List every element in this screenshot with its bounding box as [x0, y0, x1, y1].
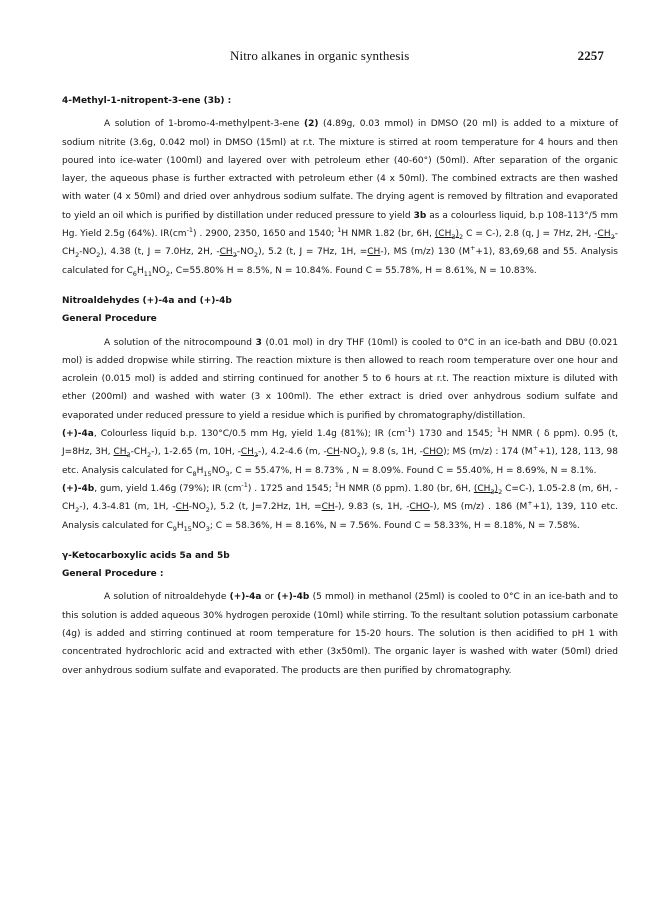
- text-run: -NO: [188, 502, 206, 513]
- text-run: (4.89g, 0.03 mmol) in DMSO (20 ml) is added to a mixture of sodium nitrite (3.6g, 0.042 mol) in DMSO (15ml) at r.t. The mixture is stirred at room temperature for 4 hours and then poured into ice-water (100ml) and layered over with petroleum ether (40-60°) (50ml). After separation of the organic layer, the aqueous phase is further extracted with petroleum ether (4 x 50ml). The combined extracts are then washed with water (4 x 50ml) and dried over anhydrous sodium sulfate. The drying agent is removed by filtration and evaporated to yield an oil which is purified by distillation under reduced pressure to yield: [62, 119, 618, 221]
- subscript: 2: [165, 269, 170, 278]
- text-run: ): [494, 483, 499, 494]
- text-run: A solution of 1-bromo-4-methylpent-3-ene: [104, 119, 304, 130]
- underlined-group: CH: [367, 247, 381, 258]
- compound-ref: (+)-4b: [277, 592, 310, 603]
- text-run: ; C = 58.36%, H = 8.16%, N = 7.56%. Found C = 58.33%, H = 8.18%, N = 7.58%.: [209, 520, 580, 531]
- subscript: 11: [143, 269, 152, 278]
- subheading-general-procedure: General Procedure: [62, 314, 157, 325]
- superscript: -1: [241, 480, 248, 489]
- text-run: A solution of nitroaldehyde: [104, 592, 230, 603]
- compound-ref: 3: [255, 337, 262, 348]
- subscript: 15: [183, 524, 192, 533]
- compound-ref: (+)-4a: [229, 592, 262, 603]
- text-run: ), 5.2 (t, J = 7Hz, 1H, =: [258, 247, 368, 258]
- text-run: ), 4.38 (t, J = 7.0Hz, 2H, -: [100, 247, 220, 258]
- text-run: +1), 128, 113, 98 etc. Analysis calculated for C: [62, 447, 618, 476]
- text-run: ) . 1725 and 1545;: [247, 483, 335, 494]
- subscript: 2: [96, 251, 101, 260]
- text-run: CH: [240, 447, 254, 458]
- text-run: ), 9.8 (s, 1H, -: [360, 447, 423, 458]
- text-run: A solution of the nitrocompound: [104, 337, 256, 348]
- subscript: 3: [126, 451, 131, 460]
- superscript: 1: [496, 426, 501, 435]
- text-run: C = C-), 2.8 (q, J = 7Hz, 2H, -: [463, 229, 598, 240]
- underlined-group: [219, 247, 237, 260]
- text-run: +1), 83,69,68 and 55. Analysis calculated for C: [62, 247, 618, 276]
- section-heading-ketocarboxylic: γ-Ketocarboxylic acids 5a and 5b: [62, 550, 230, 561]
- subheading-general-procedure: General Procedure :: [62, 569, 164, 580]
- text-run: +1), 139, 110 etc. Analysis calculated for C: [62, 502, 619, 531]
- text-run: H NMR ( δ ppm). 0.95 (t, J=8Hz, 3H,: [62, 429, 618, 458]
- text-run: (0.01 mol) in dry THF (10ml) is cooled to 0°C in an ice-bath and DBU (0.021 mol) is added dropwise while stirring. The reaction mixture is then allowed to reach room temperature over one hour and acrolein (0.015 mol) is added and stirring continued for another 5 to 6 hours at r.t. The reaction mixture is diluted with ether (200ml) and washed with water (3 x 100ml). The ether extract is dried over anhydrous sodium sulfate and evaporated under reduced pressure to yield a residue which is purified by chromatography/distillation.: [62, 337, 619, 421]
- text-run: -NO: [236, 247, 254, 258]
- procedure-paragraph-ketocarboxylic: [62, 588, 618, 679]
- subscript: 2: [610, 232, 615, 241]
- text-run: , C=55.80% H = 8.5%, N = 10.84%. Found C = 55.78%, H = 8.61%, N = 10.83%.: [169, 265, 537, 276]
- underlined-group: [240, 447, 259, 460]
- section-heading-nitroaldehydes: Nitroaldehydes (+)-4a and (+)-4b: [62, 295, 232, 306]
- text-run: ) . 2900, 2350, 1650 and 1540;: [193, 229, 338, 240]
- underlined-group: [598, 229, 615, 239]
- text-run: H: [196, 465, 204, 476]
- underlined-group: [113, 447, 131, 460]
- subscript: 3: [205, 524, 210, 533]
- underlined-group: [435, 229, 459, 239]
- subscript: 2: [253, 451, 259, 460]
- underlined-group: CH: [321, 502, 335, 513]
- subscript: 8: [192, 469, 197, 478]
- text-run: NO: [211, 465, 226, 476]
- underlined-group: [474, 484, 498, 494]
- text-run: H: [176, 520, 184, 531]
- text-run: -CH: [130, 447, 147, 458]
- procedure-paragraph-3b: [62, 115, 618, 280]
- text-run: -CH: [62, 229, 618, 258]
- subscript: 2: [498, 487, 503, 496]
- text-run: , C = 55.47%, H = 8.73% , N = 8.09%. Found C = 55.40%, H = 8.69%, N = 8.1%.: [229, 465, 597, 476]
- text-run: CH: [219, 247, 233, 258]
- text-run: -), 1-2.65 (m, 10H, -: [151, 447, 241, 458]
- text-run: -), MS (m/z) 130 (M: [380, 247, 470, 258]
- text-run: or: [261, 592, 278, 603]
- section-heading-3b: 4-Methyl-1-nitropent-3-ene (3b) :: [62, 96, 232, 106]
- subscript: 3: [451, 232, 456, 241]
- text-run: NO: [152, 265, 166, 276]
- underlined-group: CH: [326, 447, 340, 458]
- subscript: 2: [75, 251, 80, 260]
- running-head: [0, 48, 672, 68]
- compound-ref: 3b: [413, 210, 427, 221]
- superscript: 1: [337, 226, 342, 235]
- text-run: , Colourless liquid b.p. 130°C/0.5 mm Hg, yield 1.4g (81%); IR (cm: [93, 429, 406, 440]
- subscript: 6: [132, 269, 137, 278]
- superscript: +: [532, 444, 539, 453]
- text-run: H: [136, 265, 144, 276]
- compound-ref: (+)-4b: [62, 483, 95, 494]
- subscript: 2: [146, 451, 152, 460]
- text-run: ): [455, 229, 460, 240]
- superscript: 1: [334, 480, 339, 489]
- text-run: NO: [191, 520, 206, 531]
- superscript: -1: [405, 426, 412, 435]
- underlined-group: CHO: [422, 447, 444, 458]
- text-run: -NO: [79, 247, 97, 258]
- underlined-group: CHO: [409, 502, 430, 513]
- procedure-paragraph-nitroaldehydes: [62, 334, 618, 425]
- subscript: 3: [490, 487, 495, 496]
- text-run: H NMR 1.82 (br, 6H,: [341, 229, 435, 240]
- compound-ref: (2): [303, 119, 319, 130]
- subscript: 2: [75, 506, 80, 515]
- subscript: 2: [253, 251, 259, 260]
- text-run: (5 mmol) in methanol (25ml) is cooled to 0°C in an ice-bath and to this solution is added aqueous 30% hydrogen peroxide (10ml) while stirring. To the resultant solution potassium carbonate (4g) is added and stirring continued at room temperature for 15-20 hours. The solution is then acidified to pH 1 with concentrated hydrochloric acid and extracted with ether (3x50ml). The organic layer is washed with water (50ml) dried over anhydrous sodium sulfate and evaporated. The products are then purified by chromatography.: [62, 592, 619, 676]
- text-run: -), 4.2-4.6 (m, -: [258, 447, 327, 458]
- article-body: [62, 92, 618, 680]
- text-run: as a colourless liquid, b.p 108-113°/5 mm Hg. Yield 2.5g (64%). IR(cm: [62, 210, 619, 240]
- text-run: -), 4.3-4.81 (m, 1H, -: [79, 502, 176, 513]
- text-run: C=C-), 1.05-2.8 (m, 6H, -CH: [62, 483, 619, 513]
- text-run: -NO: [339, 447, 357, 458]
- page-number: 2257: [577, 48, 604, 63]
- text-run: ), 5.2 (t, J=7.2Hz, 1H, =: [209, 502, 322, 513]
- underlined-group: CH: [175, 502, 189, 513]
- compound-ref: (+)-4a: [62, 429, 94, 440]
- subscript: 9: [172, 524, 177, 533]
- superscript: +: [469, 244, 476, 253]
- superscript: +: [527, 499, 533, 508]
- text-run: , gum, yield 1.46g (79%); IR (cm: [94, 483, 242, 494]
- text-run: -), MS (m/z) . 186 (M: [429, 502, 528, 513]
- text-run: -), 9.83 (s, 1H, -: [334, 502, 410, 513]
- text-run: ) 1730 and 1545;: [411, 429, 497, 440]
- text-run: CH: [597, 229, 611, 240]
- text-run: (CH: [473, 483, 491, 494]
- subscript: 2: [205, 506, 210, 515]
- text-run: H NMR (δ ppm). 1.80 (br, 6H,: [338, 483, 474, 494]
- running-title: Nitro alkanes in organic synthesis: [230, 48, 410, 63]
- compound-entry-4b: [62, 480, 618, 535]
- subscript: 2: [232, 251, 237, 260]
- text-run: CH: [113, 447, 127, 458]
- compound-entry-4a: [62, 425, 618, 480]
- subscript: 3: [225, 469, 230, 478]
- subscript: 2: [356, 451, 361, 460]
- superscript: -1: [186, 226, 194, 235]
- text-run: ); MS (m/z) : 174 (M: [443, 447, 533, 458]
- subscript: 2: [459, 232, 464, 241]
- subscript: 15: [203, 469, 212, 478]
- text-run: (CH: [434, 229, 452, 240]
